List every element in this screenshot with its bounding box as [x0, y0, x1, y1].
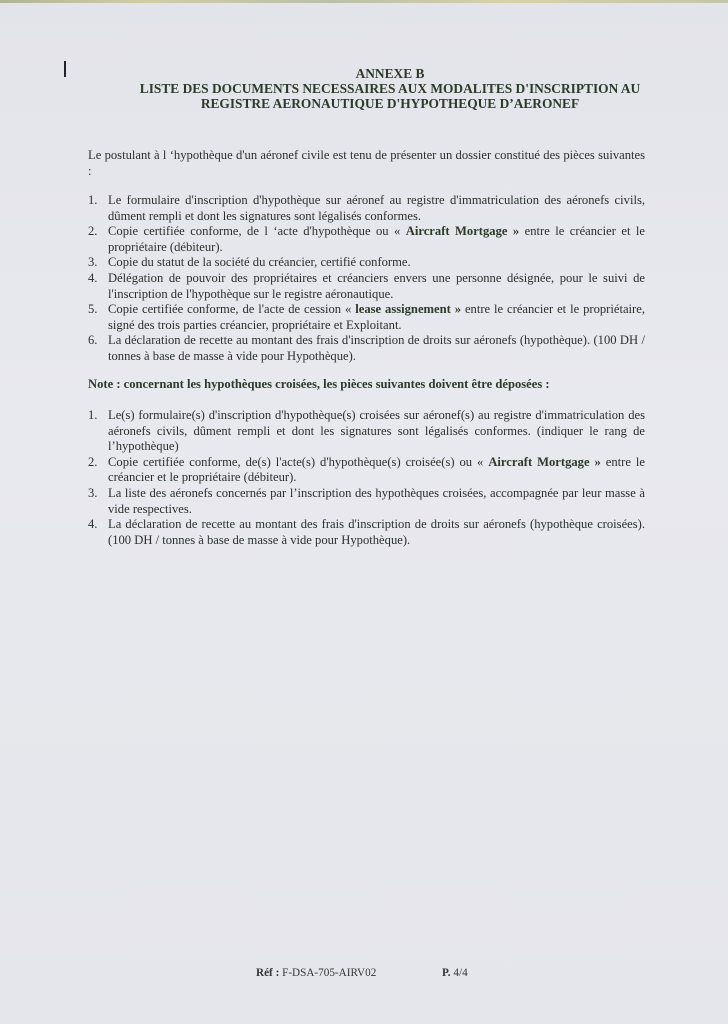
- item-text-end: entre le créancier et le propriétaire (débiteur).: [108, 224, 645, 254]
- item-number: 4.: [88, 517, 98, 532]
- item-text: La liste des aéronefs concernés par l’inscription des hypothèques croisées, accompagnée par leur masse à vide respectives.: [108, 485, 645, 516]
- note-heading: Note : concernant les hypothèques croisées, les pièces suivantes doivent être déposées :: [88, 377, 550, 391]
- intro-paragraph: Le postulant à l ‘hypothèque d'un aéronef civile est tenu de présenter un dossier constitué des pièces suivantes :: [88, 148, 645, 178]
- item-text-end: entre le créancier et le propriétaire, signé des trois parties créancier, propriétaire et Exploitant.: [108, 302, 645, 332]
- item-text: Copie du statut de la société du créancier, certifié conforme.: [108, 255, 411, 270]
- item-emphasis: Aircraft Mortgage »: [488, 454, 601, 469]
- list-item: [88, 193, 645, 224]
- page-number: [442, 967, 468, 979]
- item-emphasis: Aircraft Mortgage »: [405, 224, 520, 239]
- document-title-line-2: REGISTRE AERONAUTIQUE D'HYPOTHEQUE D’AERONEF: [200, 96, 580, 111]
- item-emphasis: lease assignement »: [355, 302, 462, 317]
- item-text: Le formulaire d'inscription d'hypothèque sur aéronef au registre d'immatriculation des aéronefs civils, dûment rempli et dont les signatures sont légalisés conformes.: [108, 193, 645, 223]
- item-text: La déclaration de recette au montant des frais d'inscription de droits sur aéronefs (hypothèque). (100 DH / tonnes à base de masse à vide pour Hypothèque).: [108, 333, 645, 363]
- page-label: P.: [442, 967, 451, 979]
- list-item: [88, 302, 645, 333]
- item-text: Le(s) formulaire(s) d'inscription d'hypothèque(s) croisées sur aéronef(s) au registre d'immatriculation des aéronefs civils, dûment rempli et dont les signatures sont légalisés conformes. (indiquer le rang de l’hypothèque): [108, 408, 645, 454]
- annex-title: ANNEXE B: [355, 66, 425, 81]
- list-item: [88, 255, 645, 271]
- item-text-end: entre le créancier et le propriétaire (débiteur).: [108, 454, 645, 485]
- required-documents-list: [88, 193, 645, 365]
- item-text: Copie certifiée conforme, de l'acte de cession «: [108, 302, 356, 317]
- item-number: 4.: [88, 270, 98, 285]
- list-item: [88, 455, 645, 486]
- list-item: [88, 486, 645, 517]
- scan-top-edge: [0, 0, 728, 3]
- item-text: Copie certifiée conforme, de l ‘acte d'hypothèque ou «: [108, 224, 406, 239]
- item-text: Délégation de pouvoir des propriétaires et créanciers envers une personne désignée, pour le suivi de l'inscription de l'hypothèque sur le registre aéronautique.: [108, 270, 645, 301]
- document-reference: [256, 967, 376, 979]
- list-item: [88, 224, 645, 255]
- document-header: [60, 66, 720, 111]
- list-item: [88, 333, 645, 364]
- item-number: 3.: [88, 485, 98, 500]
- item-number: 6.: [88, 333, 98, 348]
- item-number: 5.: [88, 302, 98, 317]
- item-text: La déclaration de recette au montant des frais d'inscription de droits sur aéronefs (hypothèque croisées). (100 DH / tonnes à base de masse à vide pour Hypothèque).: [108, 517, 645, 547]
- document-title-line-1: LISTE DES DOCUMENTS NECESSAIRES AUX MODALITES D'INSCRIPTION AU: [139, 81, 641, 96]
- item-number: 2.: [88, 454, 98, 469]
- item-number: 2.: [88, 224, 98, 239]
- item-number: 1.: [88, 408, 98, 422]
- reference-value: F-DSA-705-AIRV02: [279, 967, 377, 979]
- item-number: 3.: [88, 255, 98, 270]
- list-item: [88, 271, 645, 302]
- reference-label: Réf :: [256, 967, 280, 979]
- list-item: [88, 517, 645, 548]
- item-text: Copie certifiée conforme, de(s) l'acte(s) d'hypothèque(s) croisée(s) ou «: [108, 454, 489, 469]
- list-item: [88, 408, 645, 455]
- page-value: 4/4: [450, 967, 468, 979]
- item-number: 1.: [88, 193, 98, 207]
- cross-mortgage-documents-list: [88, 408, 645, 548]
